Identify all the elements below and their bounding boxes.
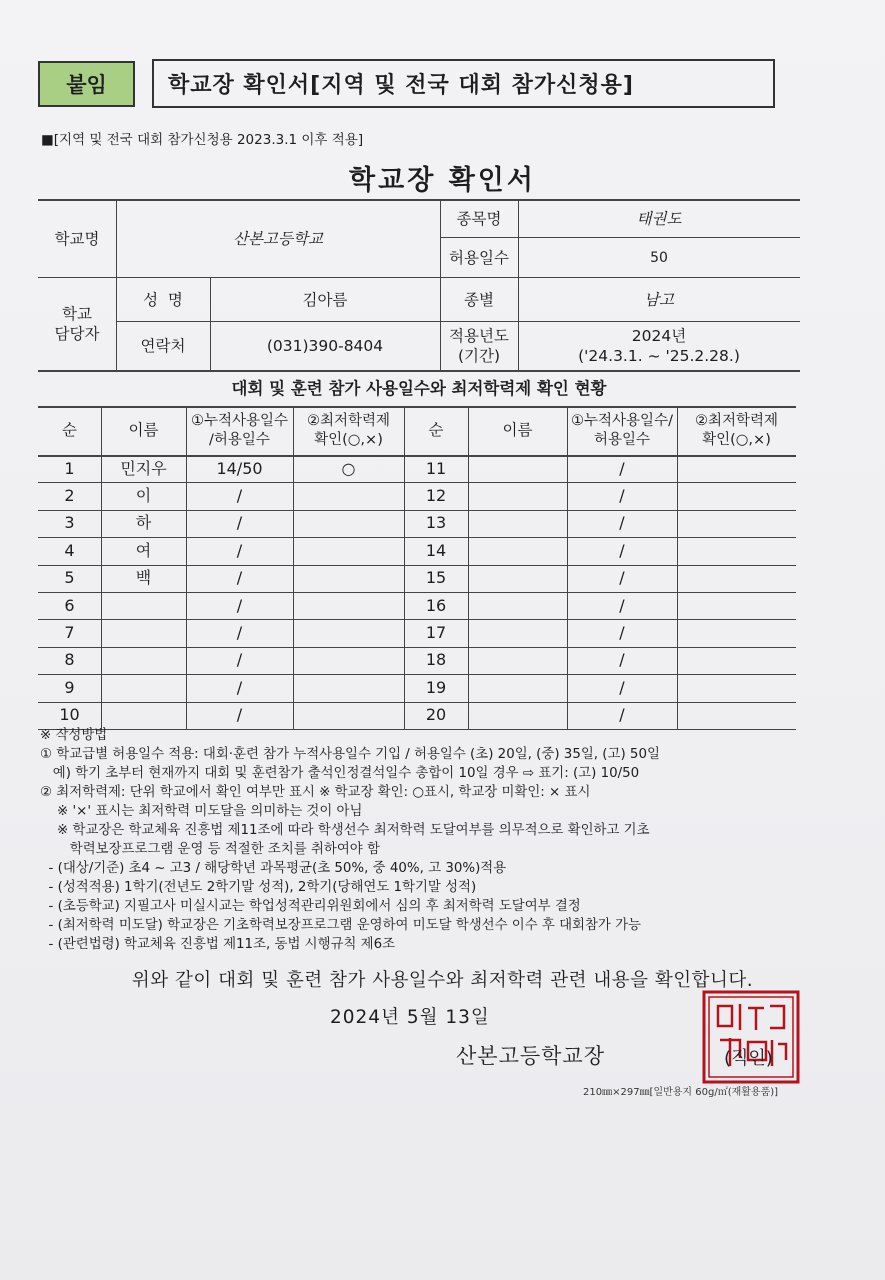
writing-instructions [40, 726, 840, 954]
instruction-line: ※ 학교장은 학교체육 진흥법 제11조에 따라 학생선수 최저학력 도달여부를 의무적으로 확인하고 기초 [40, 823, 650, 838]
event-label: 종목명 [456, 209, 502, 228]
event-value: 태권도 [636, 209, 682, 228]
contact-label: 연락처 [140, 337, 186, 355]
used-days-cell: / [236, 677, 243, 697]
used-days-cell: / [619, 540, 625, 560]
row-number-cell: 9 [64, 677, 75, 697]
instruction-line: ① 학교급별 허용일수 적용: 대회·훈련 참가 누적사용일수 기입 / 허용일수 (초) 20일, (중) 35일, (고) 50일 [40, 747, 660, 762]
used-days-cell: / [619, 650, 625, 670]
instruction-line: ② 최저학력제: 단위 학교에서 확인 여부만 표시 ※ 학교장 확인: ○표시, 학교장 미확인: × 표시 [40, 785, 591, 800]
used-days-cell: 14/50 [216, 458, 263, 478]
min-grade-check-cell [293, 647, 404, 674]
instruction-line: 학력보장프로그램 운영 등 적절한 조치를 취하여야 함 [40, 842, 380, 857]
min-grade-check-cell [293, 482, 404, 509]
used-days-cell: / [236, 705, 243, 725]
min-grade-check-cell [677, 537, 796, 564]
min-grade-check-cell: ○ [341, 458, 356, 478]
row-number-cell: 17 [425, 623, 447, 643]
year-label: 적용년도 (기간) [449, 327, 509, 365]
applies-note: ■[지역 및 전국 대회 참가신청용 2023.3.1 이후 적용] [41, 132, 364, 148]
table-header-cell: 이름 [128, 421, 159, 439]
student-name-cell: 백 [135, 568, 152, 588]
min-grade-check-cell [677, 510, 796, 537]
min-grade-check-cell [677, 619, 796, 646]
min-grade-check-cell [293, 565, 404, 592]
row-number-cell: 2 [64, 486, 75, 506]
used-days-cell: / [619, 486, 625, 506]
status-table-title: 대회 및 훈련 참가 사용일수와 최저학력제 확인 현황 [231, 379, 607, 398]
used-days-cell: / [619, 623, 625, 643]
contact-value: (031)390-8404 [266, 337, 384, 355]
paper-spec-footer: 210㎜×297㎜[일반용지 60g/㎡(재활용품)] [583, 1087, 779, 1098]
row-number-cell: 16 [425, 595, 447, 615]
school-name-value: 산본고등학교 [233, 229, 323, 248]
used-days-cell: / [619, 513, 625, 533]
seal-label: (직인) [724, 1048, 773, 1069]
year-value: 2024년 ('24.3.1. ~ '25.2.28.) [578, 327, 740, 365]
student-name-cell [101, 619, 186, 646]
table-header-cell: ②최저학력제 확인(○,×) [306, 412, 391, 448]
student-name-cell: 이 [135, 486, 152, 506]
name-label: 성 명 [143, 290, 183, 309]
row-number-cell: 8 [64, 650, 75, 670]
table-header-cell: 순 [62, 421, 77, 439]
row-number-cell: 7 [64, 623, 75, 643]
student-name-cell [468, 702, 567, 729]
attachment-label: 붙임 [38, 61, 135, 107]
row-number-cell: 20 [425, 705, 447, 725]
student-name-cell [468, 674, 567, 701]
min-grade-check-cell [677, 674, 796, 701]
used-days-cell: / [619, 568, 625, 588]
used-days-cell: / [236, 595, 243, 615]
manager-label: 학교 담당자 [54, 305, 100, 343]
name-value: 김아름 [302, 290, 348, 309]
allowed-days-label: 허용일수 [449, 248, 509, 267]
row-number-cell: 15 [425, 568, 447, 588]
gender-value: 남고 [644, 290, 674, 309]
official-seal-stamp [700, 988, 802, 1086]
gender-label: 종별 [464, 290, 494, 309]
instruction-line: - (최저학력 미도달) 학교장은 기초학력보장프로그램 운영하여 미도달 학생선수 이수 후 대회참가 가능 [40, 918, 641, 933]
used-days-cell: / [236, 486, 243, 506]
student-name-cell: 민지우 [120, 458, 167, 478]
min-grade-check-cell [677, 565, 796, 592]
used-days-cell: / [236, 650, 243, 670]
header-title-box: 학교장 확인서[지역 및 전국 대회 참가신청용] [152, 59, 775, 108]
student-name-cell [468, 510, 567, 537]
student-name-cell: 여 [135, 540, 152, 560]
table-header-cell: ②최저학력제 확인(○,×) [694, 412, 779, 448]
row-number-cell: 5 [64, 568, 75, 588]
min-grade-check-cell [677, 702, 796, 729]
min-grade-check-cell [293, 619, 404, 646]
row-number-cell: 11 [425, 458, 447, 478]
used-days-cell: / [619, 677, 625, 697]
student-name-cell [101, 647, 186, 674]
student-name-cell [468, 565, 567, 592]
table-header-cell: ①누적사용일수 /허용일수 [190, 412, 289, 448]
student-name-cell [101, 592, 186, 619]
instruction-line: - (초등학교) 지필고사 미실시교는 학업성적관리위원회에서 심의 후 최저학력 도달여부 결정 [40, 899, 581, 914]
min-grade-check-cell [293, 702, 404, 729]
used-days-cell: / [236, 623, 243, 643]
used-days-cell: / [619, 595, 625, 615]
min-grade-check-cell [677, 482, 796, 509]
issue-date: 2024년 5월 13일 [330, 1007, 490, 1028]
min-grade-check-cell [293, 510, 404, 537]
student-name-cell [468, 619, 567, 646]
row-number-cell: 18 [425, 650, 447, 670]
instruction-line: - (성적적용) 1학기(전년도 2학기말 성적), 2학기(당해연도 1학기말 성적) [40, 880, 477, 895]
instruction-line: ※ 작성방법 [40, 728, 108, 743]
row-number-cell: 6 [64, 595, 75, 615]
student-name-cell [468, 537, 567, 564]
table-header-cell: 순 [428, 421, 444, 439]
table-header-cell: ①누적사용일수/ 허용일수 [571, 412, 673, 448]
row-number-cell: 1 [64, 458, 75, 478]
student-name-cell [468, 647, 567, 674]
instruction-line: - (관련법령) 학교체육 진흥법 제11조, 동법 시행규칙 제6조 [40, 937, 396, 952]
document-title: 학교장 확인서 [349, 165, 536, 196]
allowed-days-value: 50 [650, 249, 668, 266]
principal-signature: 산본고등학교장 [456, 1044, 606, 1068]
min-grade-check-cell [293, 592, 404, 619]
student-name-cell [468, 592, 567, 619]
instruction-line: 예) 학기 초부터 현재까지 대회 및 훈련참가 출석인정결석일수 총합이 10일 경우 ⇨ 표기: (고) 10/50 [40, 766, 640, 781]
row-number-cell: 19 [425, 677, 447, 697]
row-number-cell: 12 [425, 486, 447, 506]
used-days-cell: / [236, 568, 243, 588]
min-grade-check-cell [677, 455, 796, 482]
used-days-cell: / [619, 458, 625, 478]
min-grade-check-cell [677, 592, 796, 619]
instruction-line: ※ '×' 표시는 최저학력 미도달을 의미하는 것이 아님 [40, 804, 363, 819]
student-name-cell [101, 674, 186, 701]
used-days-cell: / [236, 540, 243, 560]
student-name-cell [101, 702, 186, 729]
instruction-line: - (대상/기준) 초4 ~ 고3 / 해당학년 과목평균(초 50%, 중 40%, 고 30%)적용 [40, 861, 507, 876]
school-name-label: 학교명 [54, 229, 100, 248]
row-number-cell: 4 [64, 540, 75, 560]
row-number-cell: 13 [425, 513, 447, 533]
min-grade-check-cell [293, 537, 404, 564]
student-name-cell [468, 482, 567, 509]
student-name-cell [468, 455, 567, 482]
student-name-cell: 하 [135, 513, 152, 533]
min-grade-check-cell [677, 647, 796, 674]
row-number-cell: 14 [425, 540, 447, 560]
used-days-cell: / [619, 705, 625, 725]
table-header-cell: 이름 [502, 421, 533, 439]
row-number-cell: 10 [59, 705, 80, 725]
confirmation-statement: 위와 같이 대회 및 훈련 참가 사용일수와 최저학력 관련 내용을 확인합니다. [131, 970, 754, 991]
min-grade-check-cell [293, 674, 404, 701]
used-days-cell: / [236, 513, 243, 533]
row-number-cell: 3 [64, 513, 75, 533]
